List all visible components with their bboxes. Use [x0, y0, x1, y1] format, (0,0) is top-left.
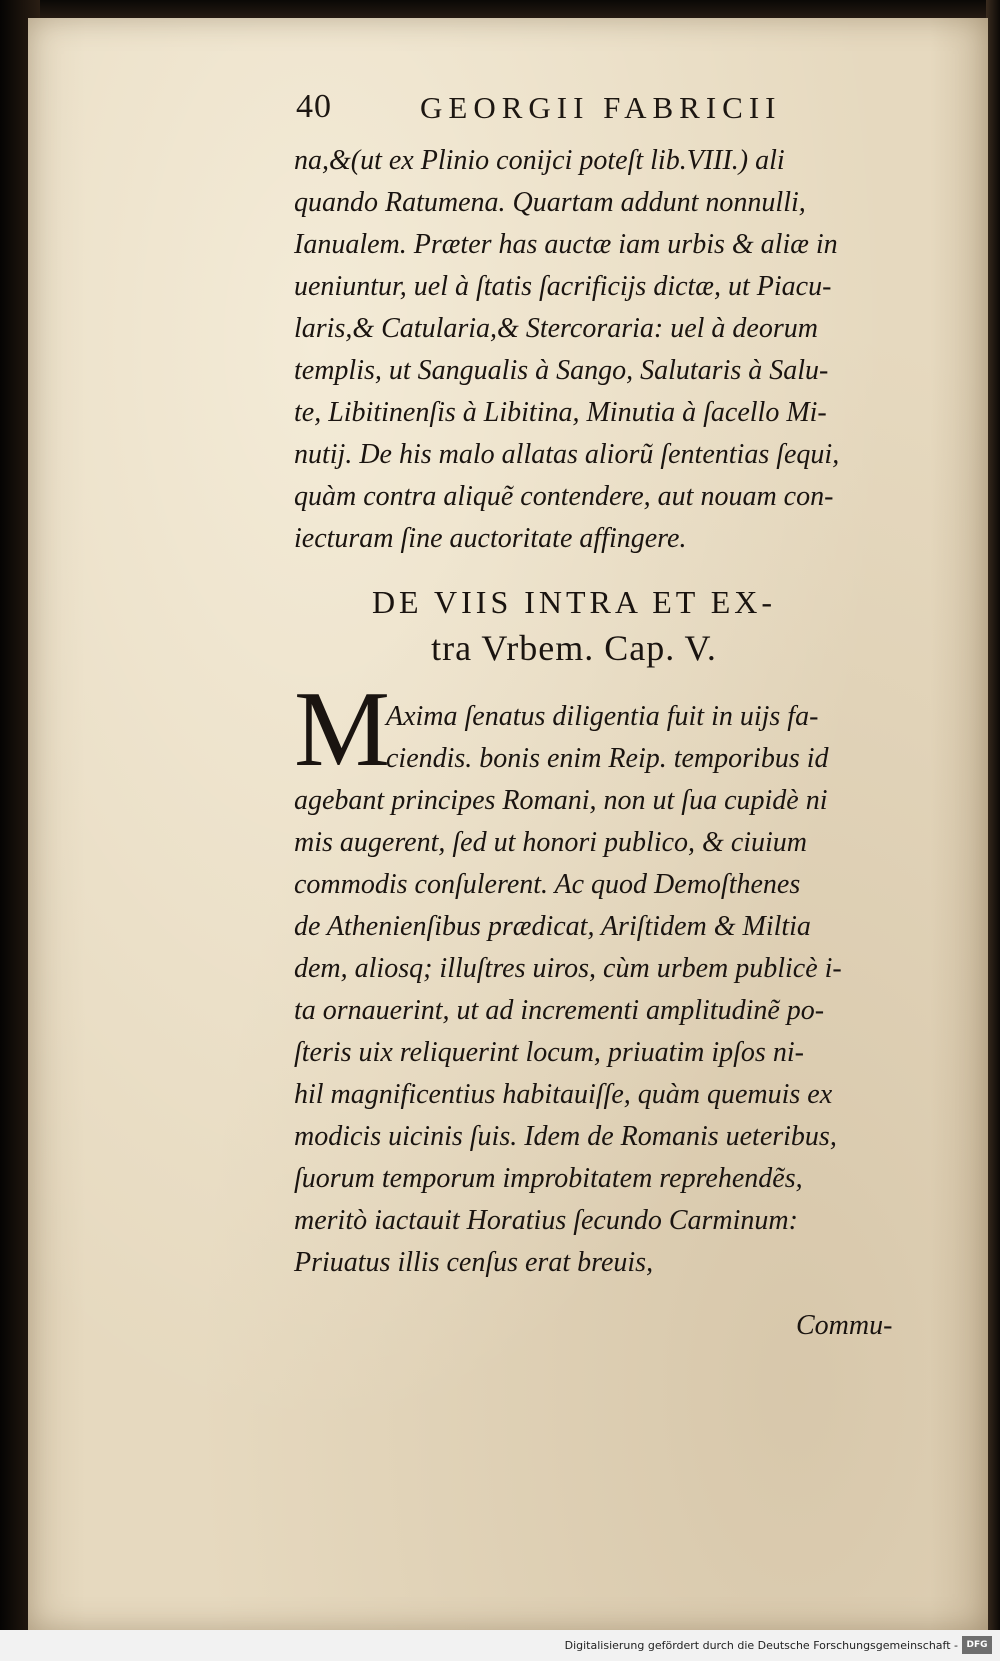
- text-line: dem, aliosq; illuſtres uiros, cùm urbem publicè i-: [294, 953, 842, 984]
- text-line: ſuorum temporum improbitatem reprehendẽs,: [294, 1163, 803, 1194]
- text-line: quàm contra aliquẽ contendere, aut nouam con-: [294, 481, 834, 512]
- running-title: GEORGII FABRICII: [420, 90, 782, 125]
- text-line: quando Ratumena. Quartam addunt nonnulli,: [294, 187, 806, 218]
- text-line: commodis conſulerent. Ac quod Demoſthenes: [294, 869, 801, 900]
- dfg-logo: DFG: [962, 1636, 992, 1654]
- text-line: na,&(ut ex Plinio conijci poteſt lib.VIII.) ali: [294, 145, 785, 176]
- text-line: Priuatus illis cenſus erat breuis,: [294, 1247, 654, 1278]
- text-line: Axima ſenatus diligentia fuit in uijs fa-: [386, 701, 819, 732]
- chapter-heading: [294, 580, 854, 672]
- text-line: laris,& Catularia,& Stercoraria: uel à deorum: [294, 313, 818, 344]
- text-line: templis, ut Sangualis à Sango, Salutaris à Salu-: [294, 355, 829, 386]
- page-number: 40: [296, 88, 332, 125]
- text-line: Ianualem. Præter has auctæ iam urbis & aliæ in: [294, 229, 838, 260]
- text-line: ueniuntur, uel à ſtatis ſacrificijs dictæ, ut Piacu-: [294, 271, 832, 302]
- text-line: modicis uicinis ſuis. Idem de Romanis ueteribus,: [294, 1121, 837, 1152]
- text-line: ſteris uix reliquerint locum, priuatim ipſos ni-: [294, 1037, 804, 1068]
- text-line: mis augerent, ſed ut honori publico, & ciuium: [294, 827, 808, 858]
- text-line: nutij. De his malo allatas aliorũ ſententias ſequi,: [294, 439, 840, 470]
- paragraph-1: [294, 140, 914, 560]
- text-line: agebant principes Romani, non ut ſua cupidè ni: [294, 785, 828, 816]
- paragraph-2: [294, 696, 914, 1284]
- chapter-heading-line-2: tra Vrbem. Cap. V.: [431, 628, 717, 668]
- text-line: hil magnificentius habitauiſſe, quàm quemuis ex: [294, 1079, 833, 1110]
- catchword: Commu-: [796, 1310, 893, 1341]
- text-line: iecturam ſine auctoritate affingere.: [294, 523, 687, 554]
- text-line: meritò iactauit Horatius ſecundo Carminum:: [294, 1205, 798, 1236]
- chapter-heading-line-1: DE VIIS INTRA ET EX-: [371, 584, 777, 620]
- drop-cap: M: [294, 670, 389, 789]
- footer-credit: Digitalisierung gefördert durch die Deutsche Forschungsgemeinschaft -: [564, 1639, 958, 1652]
- footer-band: [0, 1630, 1000, 1661]
- text-line: ta ornauerint, ut ad incrementi amplitudinẽ po-: [294, 995, 825, 1026]
- text-line: de Athenienſibus prædicat, Ariſtidem & Miltia: [294, 911, 811, 942]
- text-line: te, Libitinenſis à Libitina, Minutia à ſacello Mi-: [294, 397, 827, 428]
- scan-right-edge: [986, 0, 1000, 1661]
- text-line: ciendis. bonis enim Reip. temporibus id: [386, 743, 829, 774]
- running-head: [296, 88, 856, 138]
